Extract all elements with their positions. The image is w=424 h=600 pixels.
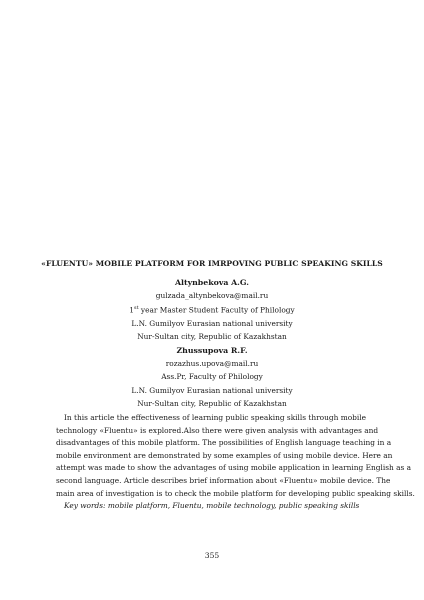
author-position-ordinal: 1 <box>129 305 134 315</box>
abstract-line: second language. Article describes brief information about «Fluentu» mobile device. The <box>56 475 391 485</box>
author-name: Altynbekova A.G. <box>175 278 249 287</box>
keywords: Key words: mobile platform, Fluentu, mobile technology, public speaking skills <box>64 501 360 510</box>
author-city: Nur-Sultan city, Republic of Kazakhstan <box>137 332 287 342</box>
author-email: rozazhus.upova@mail.ru <box>165 359 259 369</box>
author-university: L.N. Gumilyov Eurasian national university <box>131 385 293 395</box>
author-position-ordinal-suffix: st <box>134 305 139 312</box>
author-name: Zhussupova R.F. <box>176 346 248 355</box>
abstract-line: disadvantages of this mobile platform. The possibilities of English language teaching in a <box>56 438 392 448</box>
author-university: L.N. Gumilyov Eurasian national university <box>131 319 293 329</box>
page-number: 355 <box>204 551 220 560</box>
abstract-line: mobile environment are demonstrated by some examples of using mobile device. Here an <box>56 450 393 460</box>
author-position: Ass.Pr, Faculty of Philology <box>161 372 263 382</box>
abstract-line: main area of investigation is to check the mobile platform for developing public speaking skills. <box>56 488 415 498</box>
abstract-line: In this article the effectiveness of learning public speaking skills through mobile <box>64 413 367 422</box>
author-email: gulzada_altynbekova@mail.ru <box>155 291 269 301</box>
author-block-2 <box>60 344 364 410</box>
author-city: Nur-Sultan city, Republic of Kazakhstan <box>137 398 287 408</box>
author-position <box>60 302 364 317</box>
paper-title: «FLUENTU» MOBILE PLATFORM FOR IMRPOVING PUBLIC SPEAKING SKILLS <box>41 259 383 268</box>
abstract-paragraph <box>56 412 415 500</box>
author-block-1 <box>60 276 364 343</box>
abstract-line: attempt was made to show the advantages of using mobile application in learning English as a <box>56 463 412 473</box>
author-position-text: year Master Student Faculty of Philology <box>138 305 295 315</box>
abstract-line: technology «Fluentu» is explored.Also there were given analysis with advantages and <box>56 425 379 435</box>
